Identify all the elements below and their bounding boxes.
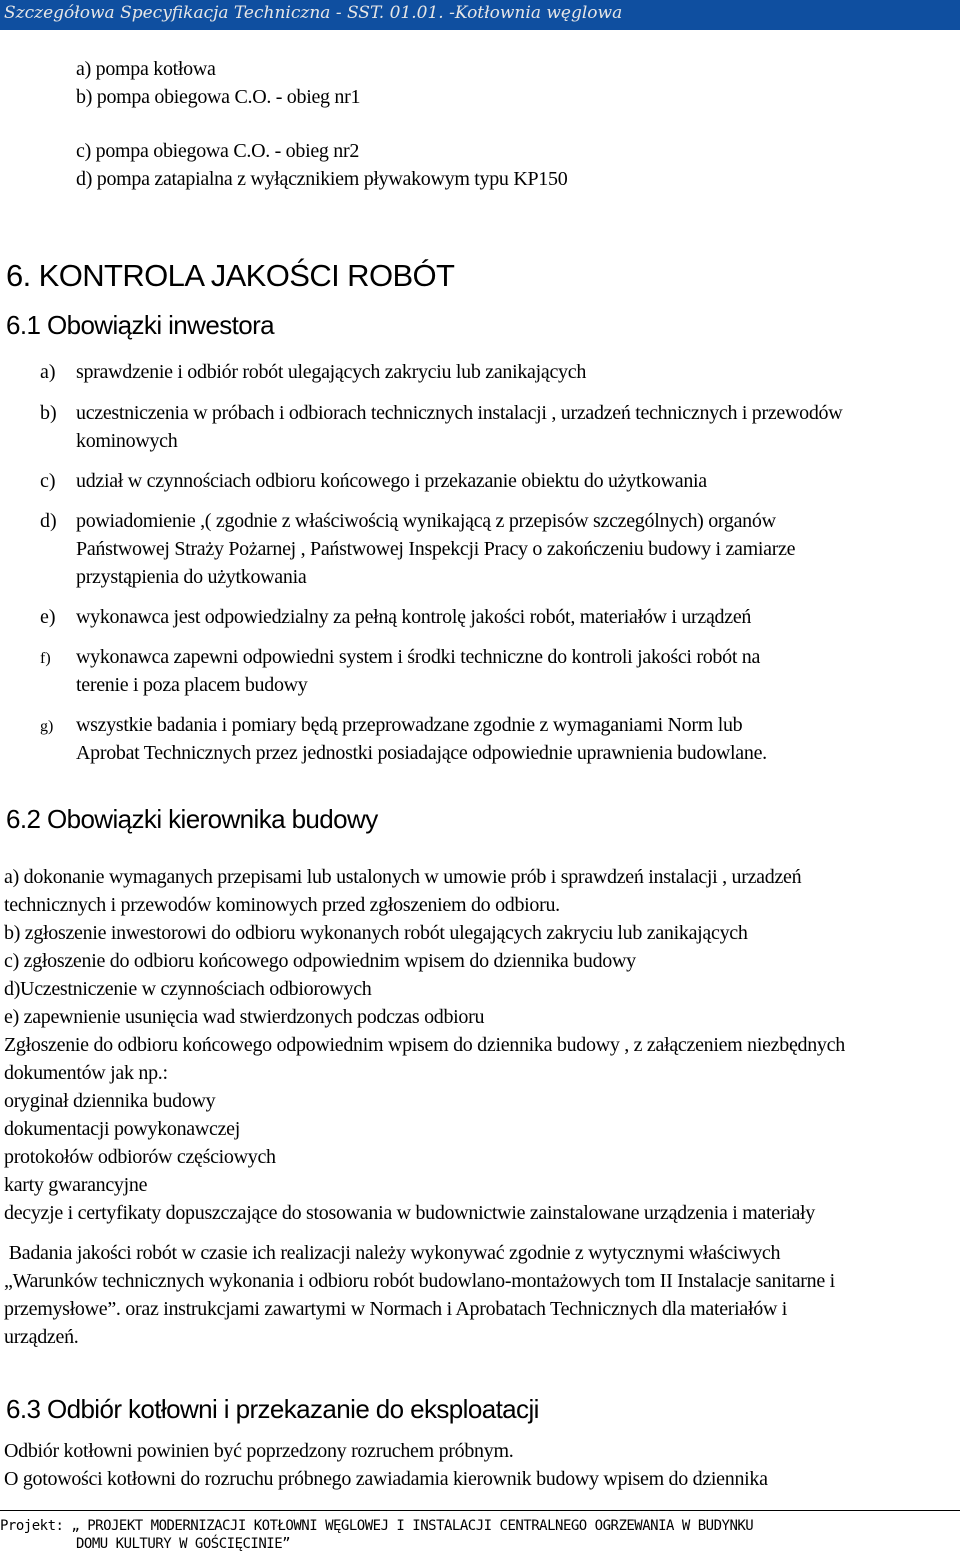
equipment-item: c) pompa obiegowa C.O. - obieg nr2 (76, 140, 360, 162)
section-heading: 6. KONTROLA JAKOŚCI ROBÓT (6, 258, 455, 293)
paragraph-line: urządzeń. (4, 1326, 79, 1348)
equipment-item: b) pompa obiegowa C.O. - obieg nr1 (76, 86, 361, 108)
item-label: a) (40, 361, 56, 383)
paragraph-line: d)Uczestniczenie w czynnościach odbiorowych (4, 978, 372, 1000)
paragraph-line: „Warunków technicznych wykonania i odbioru robót budowlano-montażowych tom II Instalacje sanitarne i (4, 1270, 835, 1292)
paragraph-line: Zgłoszenie do odbioru końcowego odpowiednim wpisem do dziennika budowy , z załączeniem niezbędnych (4, 1034, 845, 1056)
equipment-item: d) pompa zatapialna z wyłącznikiem pływakowym typu KP150 (76, 168, 568, 190)
document-list-item: decyzje i certyfikaty dopuszczające do stosowania w budownictwie zainstalowane urządzenia i materiały (4, 1202, 816, 1224)
item-text: Aprobat Technicznych przez jednostki posiadające odpowiednie uprawnienia budowlane. (76, 742, 767, 764)
item-text: Państwowej Straży Pożarnej , Państwowej Inspekcji Pracy o zakończeniu budowy i zamiarze (76, 538, 796, 560)
paragraph-line: c) zgłoszenie do odbioru końcowego odpowiednim wpisem do dziennika budowy (4, 950, 636, 972)
subsection-heading: 6.2 Obowiązki kierownika budowy (6, 804, 378, 834)
item-text: uczestniczenia w próbach i odbiorach technicznych instalacji , urzadzeń technicznych i przewodów (76, 402, 843, 424)
paragraph-line: Badania jakości robót w czasie ich realizacji należy wykonywać zgodnie z wytycznymi właściwych (4, 1242, 781, 1264)
item-text: terenie i poza placem budowy (76, 674, 308, 696)
item-text: sprawdzenie i odbiór robót ulegających zakryciu lub zanikających (76, 361, 587, 383)
paragraph-line: a) dokonanie wymaganych przepisami lub ustalonych w umowie prób i sprawdzeń instalacji , urzadzeń (4, 866, 802, 888)
footer-project-line: Projekt: „ PROJEKT MODERNIZACJI KOTŁOWNI WĘGLOWEJ I INSTALACJI CENTRALNEGO OGRZEWANIA W BUDYNKU (0, 1518, 754, 1534)
subsection-heading: 6.3 Odbiór kotłowni i przekazanie do eksploatacji (6, 1394, 539, 1424)
item-text: kominowych (76, 430, 178, 452)
item-label: f) (40, 650, 51, 667)
footer-project-line: DOMU KULTURY W GOŚCIĘCINIE” (76, 1536, 291, 1552)
header-title: Szczegółowa Specyfikacja Techniczna - SST. 01.01. -Kotłownia węglowa (4, 3, 623, 23)
item-text: wykonawca zapewni odpowiedni system i środki techniczne do kontroli jakości robót na (76, 646, 761, 668)
paragraph-line: b) zgłoszenie inwestorowi do odbioru wykonanych robót ulegających zakryciu lub zanikających (4, 922, 748, 944)
item-label: g) (40, 718, 54, 735)
item-text: powiadomienie ,( zgodnie z właściwością wynikającą z przepisów szczególnych) organów (76, 510, 776, 532)
paragraph-line: e) zapewnienie usunięcia wad stwierdzonych podczas odbioru (4, 1006, 485, 1028)
item-label: c) (40, 470, 56, 492)
item-label: d) (40, 510, 57, 532)
paragraph-line: technicznych i przewodów kominowych przed zgłoszeniem do odbioru. (4, 894, 560, 916)
document-list-item: karty gwarancyjne (4, 1174, 148, 1196)
item-text: udział w czynnościach odbioru końcowego i przekazanie obiektu do użytkowania (76, 470, 707, 492)
paragraph-line: przemysłowe”. oraz instrukcjami zawartymi w Normach i Aprobatach Technicznych dla materiałów i (4, 1298, 788, 1320)
item-label: e) (40, 606, 56, 628)
subsection-heading: 6.1 Obowiązki inwestora (6, 310, 274, 340)
document-header (0, 0, 960, 30)
document-list-item: dokumentacji powykonawczej (4, 1118, 241, 1140)
paragraph-line: O gotowości kotłowni do rozruchu próbnego zawiadamia kierownik budowy wpisem do dziennika (4, 1468, 768, 1490)
item-text: wszystkie badania i pomiary będą przeprowadzane zgodnie z wymaganiami Norm lub (76, 714, 743, 736)
paragraph-line: Odbiór kotłowni powinien być poprzedzony rozruchem próbnym. (4, 1440, 514, 1462)
document-list-item: oryginał dziennika budowy (4, 1090, 216, 1112)
equipment-item: a) pompa kotłowa (76, 58, 216, 80)
item-label: b) (40, 402, 57, 424)
item-text: wykonawca jest odpowiedzialny za pełną kontrolę jakości robót, materiałów i urządzeń (76, 606, 752, 628)
item-text: przystąpienia do użytkowania (76, 566, 307, 588)
paragraph-line: dokumentów jak np.: (4, 1062, 168, 1084)
footer-divider (0, 1510, 960, 1511)
document-list-item: protokołów odbiorów częściowych (4, 1146, 276, 1168)
